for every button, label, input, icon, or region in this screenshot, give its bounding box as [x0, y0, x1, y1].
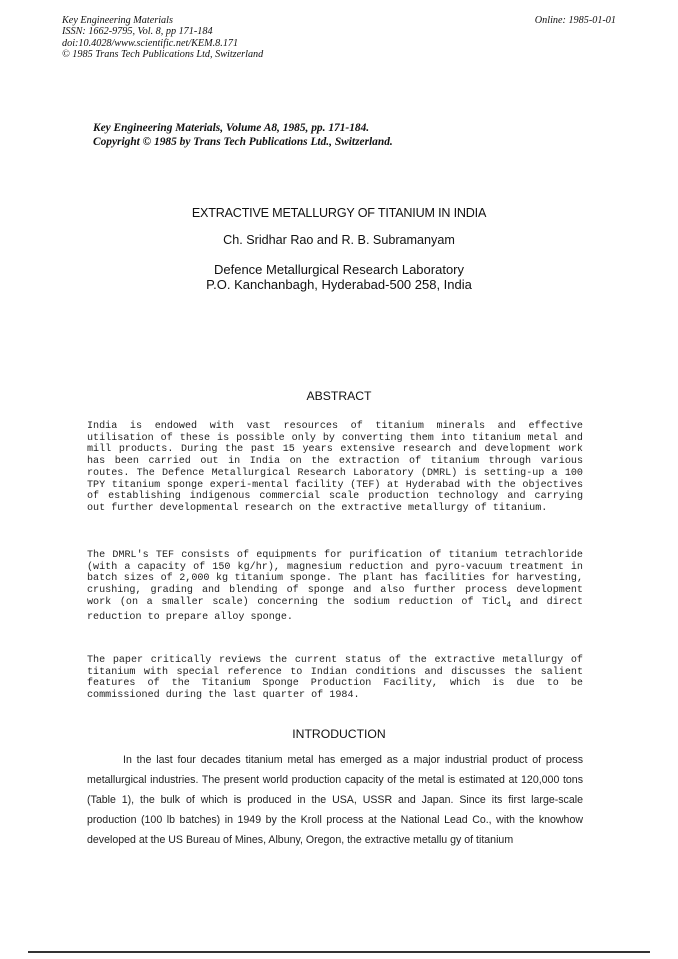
affiliation-line-2: P.O. Kanchanbagh, Hyderabad-500 258, India — [206, 277, 472, 292]
paper-title: EXTRACTIVE METALLURGY OF TITANIUM IN INDIA — [191, 206, 487, 220]
header-copyright: © 1985 Trans Tech Publications Ltd, Switzerland — [62, 48, 264, 60]
introduction-paragraph-1: In the last four decades titanium metal has emerged as a major industrial product of process metallurgical industries. The present world production capacity of the metal is estimated at 120,000 tons (Table 1), the bulk of which is produced in the USA, USSR and Japan. Since its first large-scale production (100 lb batches) in 1949 by the Kroll process at the National Lead Co., with the knowhow developed at the US Bureau of Mines, Albuny, Oregon, the extractive metallu gy of titanium — [87, 754, 583, 847]
introduction-heading: INTRODUCTION — [292, 727, 386, 741]
abstract-paragraph-2-text-b: and direct reduction to prepare alloy sponge. — [87, 596, 583, 623]
abstract-paragraph-2-text-a: The DMRL's TEF consists of equipments for purification of titanium tetrachloride (with a capacity of 150 kg/hr), magnesium reduction and pyro-vacuum treatment in batch sizes of 2,000 kg titanium sponge. The plant has facilities for harvesting, crushing, grading and blending of sponge and also further process development work (on a smaller scale) concerning the sodium reduction of — [87, 550, 583, 608]
page-header-citation — [62, 15, 263, 60]
journal-info — [93, 122, 393, 149]
journal-copyright-line: Copyright © 1985 by Trans Tech Publications Ltd., Switzerland. — [93, 135, 393, 148]
journal-volume-line: Key Engineering Materials, Volume A8, 1985, pp. 171-184. — [93, 122, 370, 134]
author-affiliation — [0, 262, 678, 292]
header-issn: ISSN: 1662-9795, Vol. 8, pp 171-184 — [62, 26, 213, 38]
abstract-paragraph-1: India is endowed with vast resources of titanium minerals and effective utilisation of these is possible only by converting them into titanium metal and mill products. During the past 15 years extensive research and development work has been carried out in India on the extraction of titanium through various routes. The Defence Metallurgical Research Laboratory (DMRL) is setting-up a 100 TPY titanium sponge experi-mental facility (TEF) at Hyderabad with the objectives of establishing indigenous commercial scale production technology and carrying out further developmental research on the extractive metallurgy of titanium. — [87, 421, 583, 514]
formula-ticl4 — [482, 597, 511, 608]
page-bottom-rule — [28, 951, 650, 953]
abstract-paragraph-3: The paper critically reviews the current status of the extractive metallurgy of titanium with special reference to Indian conditions and discusses the salient features of the Titanium Sponge Production Facility, which is due to be commissioned during the last quarter of 1984. — [87, 655, 583, 702]
abstract-heading: ABSTRACT — [306, 389, 372, 403]
formula-base: TiCl — [482, 596, 507, 608]
affiliation-line-1: Defence Metallurgical Research Laboratory — [213, 262, 464, 277]
formula-subscript: 4 — [506, 600, 512, 610]
abstract-paragraph-2 — [87, 550, 583, 623]
header-journal-name: Key Engineering Materials — [62, 15, 173, 26]
header-doi: doi:10.4028/www.scientific.net/KEM.8.171 — [62, 37, 239, 49]
paper-authors: Ch. Sridhar Rao and R. B. Subramanyam — [223, 233, 455, 247]
header-online-date: Online: 1985-01-01 — [534, 15, 616, 26]
